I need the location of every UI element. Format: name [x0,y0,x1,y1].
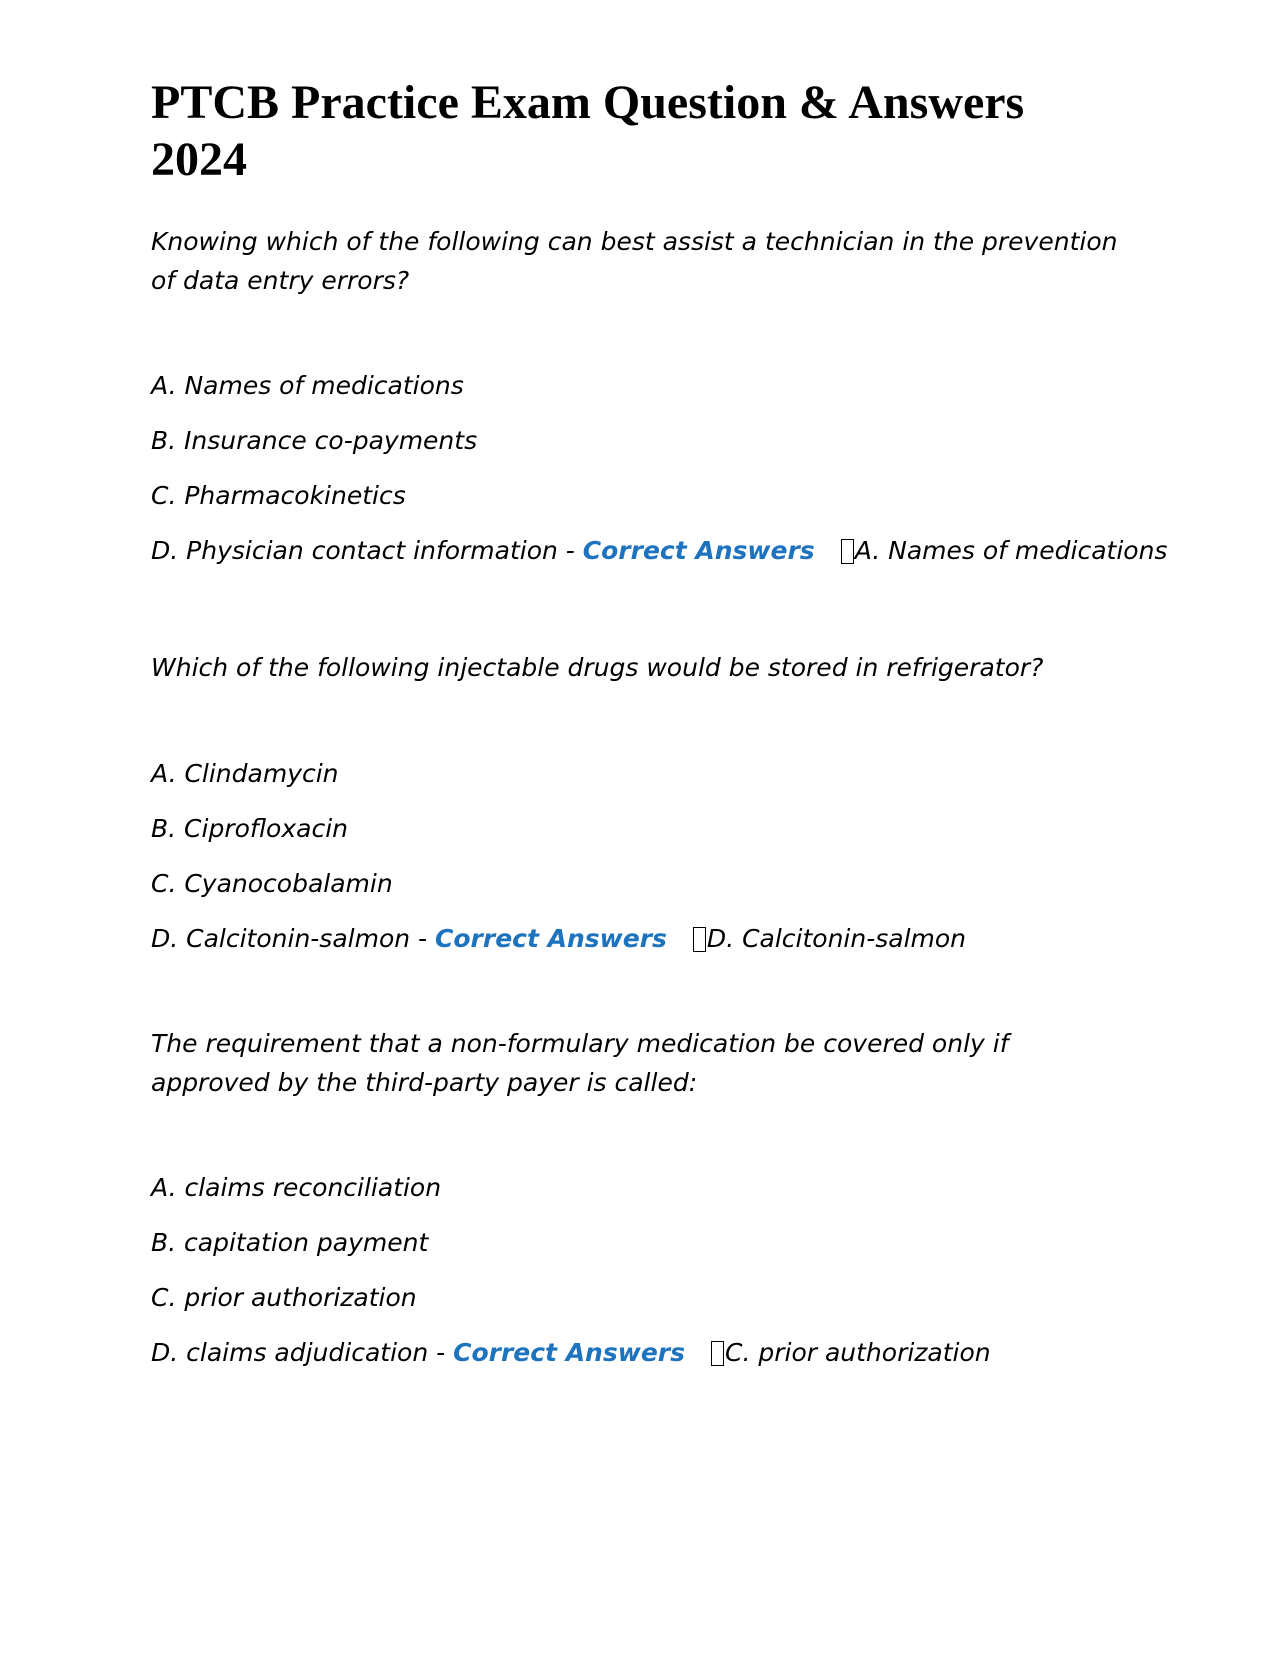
question-1-option-c: C. Pharmacokinetics [151,481,406,510]
question-3-correct-label: Correct Answers [453,1338,685,1367]
question-3-answer: C. prior authorization [725,1338,991,1367]
question-2-answer: D. Calcitonin-salmon [706,924,967,953]
question-1-option-d: D. Physician contact information - [151,536,575,565]
question-2-option-d-row [151,922,1131,956]
question-1-options [151,369,1168,568]
question-2 [151,648,1131,956]
question-1-prompt: Knowing which of the following can best assist a technician in the prevention of data entry errors? [151,227,1118,295]
question-1-option-a: A. Names of medications [151,371,464,400]
question-2-option-d: D. Calcitonin-salmon - [151,924,428,953]
answer-box-icon [693,927,706,952]
question-3-prompt: The requirement that a non-formulary medication be covered only if approved by the third-party payer is called: [151,1029,1009,1097]
question-1 [151,222,1168,568]
question-1-answer: A. Names of medications [854,536,1168,565]
question-2-option-a: A. Clindamycin [151,759,339,788]
page-title: PTCB Practice Exam Question & Answers 2024 [151,76,1025,186]
question-3 [151,1024,1131,1370]
question-2-option-c: C. Cyanocobalamin [151,869,393,898]
document-content [151,74,1168,1370]
question-3-option-d: D. claims adjudication - [151,1338,446,1367]
question-2-option-b: B. Ciprofloxacin [151,814,348,843]
question-1-correct-label: Correct Answers [582,536,815,565]
question-3-option-d-row [151,1336,1131,1370]
question-2-prompt: Which of the following injectable drugs would be stored in refrigerator? [151,653,1044,682]
question-3-options [151,1171,1131,1370]
question-3-option-c: C. prior authorization [151,1283,417,1312]
question-1-option-d-row [151,534,1168,568]
answer-box-icon [711,1341,724,1366]
question-3-option-b: B. capitation payment [151,1228,429,1257]
question-3-option-a: A. claims reconciliation [151,1173,442,1202]
question-2-correct-label: Correct Answers [435,924,667,953]
question-1-option-b: B. Insurance co-payments [151,426,478,455]
answer-box-icon [841,539,854,564]
question-2-options [151,757,1131,956]
